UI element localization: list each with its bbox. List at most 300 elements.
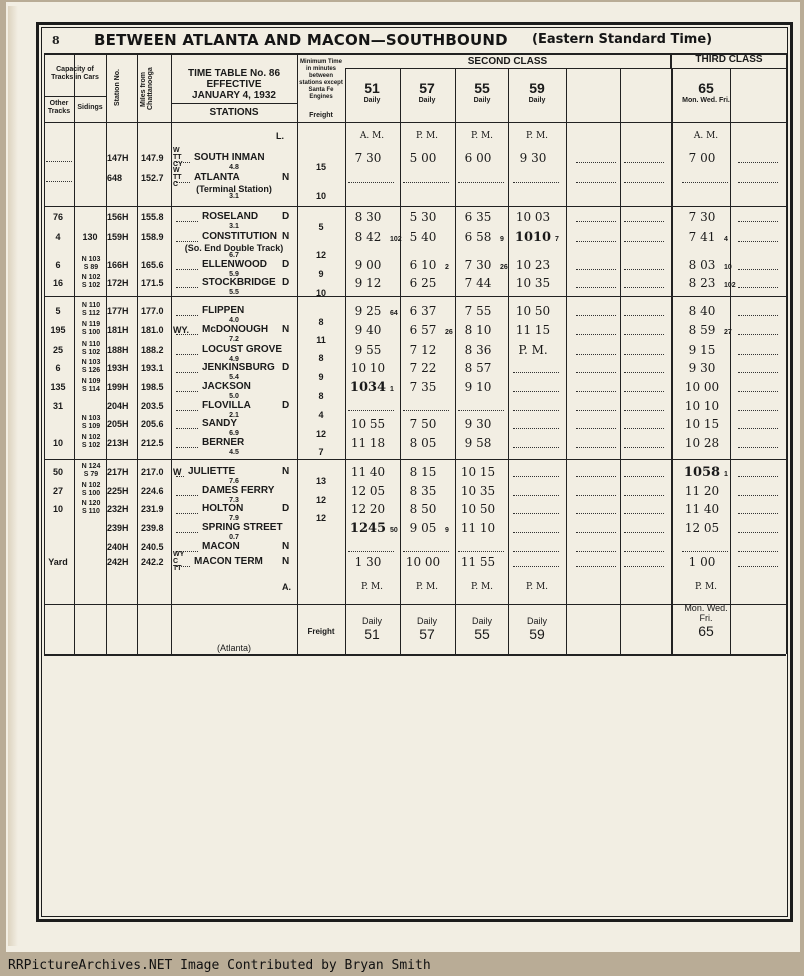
station-leader-dots (176, 221, 198, 222)
third-class-header: THIRD CLASS (695, 54, 763, 65)
station-leader-dots (176, 182, 190, 183)
mileage: 193.1 (141, 363, 164, 373)
train-time: 6 57 (409, 323, 437, 337)
second-class-header: SECOND CLASS (467, 56, 548, 67)
train-time: 6 37 (409, 304, 437, 318)
distance-to-next: 4.5 (229, 449, 239, 456)
station-name: ROSELAND (202, 211, 259, 222)
footer-train-days: Daily (416, 616, 437, 626)
other-tracks-cell: 10 (52, 438, 63, 448)
train-time: 10 03 (515, 210, 551, 224)
station-number: 240H (107, 542, 129, 552)
empty-col-dots (624, 551, 664, 552)
empty-col-dots (624, 476, 664, 477)
column-rule (171, 53, 172, 654)
empty-col-dots (624, 241, 664, 242)
page-title: BETWEEN ATLANTA AND MACON—SOUTHBOUND (94, 31, 508, 49)
meet-time: 50 (390, 527, 398, 534)
station-code: N (282, 541, 290, 552)
station-leader-dots (176, 241, 198, 242)
time-leader-dots (458, 551, 504, 552)
station-prefix: W (173, 467, 182, 477)
train-time: 7 30 (688, 210, 716, 224)
station-leader-dots (176, 372, 198, 373)
time-leader-dots (513, 566, 559, 567)
station-prefix: W (173, 147, 180, 154)
other-tracks-cell: 135 (50, 382, 66, 392)
sidings-cell-south: S 100 (81, 490, 101, 497)
station-name: ATLANTA (194, 172, 240, 183)
empty-col-dots (738, 476, 778, 477)
station-number: 242H (107, 557, 129, 567)
sidings-cell: 130 (82, 232, 98, 242)
mileage: 171.5 (141, 278, 164, 288)
train-time: 10 35 (515, 276, 551, 290)
train-time: 10 00 (405, 555, 441, 569)
train-time: 7 35 (409, 380, 437, 394)
footer-train-days: Mon. Wed. Fri. (684, 603, 728, 623)
mileage: 158.9 (141, 232, 164, 242)
page-subtitle: (Eastern Standard Time) (532, 32, 713, 47)
column-rule (786, 53, 787, 654)
sidings-cell-south: S 110 (82, 508, 100, 515)
empty-col-dots (738, 334, 778, 335)
other-tracks-cell: 195 (50, 325, 66, 335)
time-leader-dots (403, 410, 449, 411)
station-number: 232H (107, 504, 129, 514)
minimum-run-time: 10 (315, 191, 326, 201)
sidings-cell-south: S 114 (82, 386, 100, 393)
mileage: 147.9 (141, 153, 164, 163)
mileage: 152.7 (141, 173, 164, 183)
sidings-cell-north: N 110 (81, 302, 101, 309)
minimum-run-time: 10 (315, 288, 326, 298)
station-name: FLIPPEN (202, 305, 245, 316)
sidings-cell-south: S 126 (81, 367, 101, 374)
time-leader-dots (513, 513, 559, 514)
station-name: CONSTITUTION (202, 231, 277, 242)
empty-col-dots (576, 495, 616, 496)
minimum-run-time: 12 (315, 250, 326, 260)
other-tracks-cell: 6 (55, 363, 61, 373)
other-tracks-cell: 25 (52, 345, 63, 355)
distance-to-next: 3.1 (229, 223, 239, 230)
sidings-cell-north: N 103 (81, 359, 101, 366)
station-number: 204H (107, 401, 129, 411)
station-code: N (282, 466, 290, 477)
train-time: 8 03 (688, 258, 716, 272)
meet-time: 10 (724, 264, 732, 271)
train-time: 1 30 (354, 555, 382, 569)
meet-time: 1 (390, 386, 394, 393)
train-time: 7 00 (688, 151, 716, 165)
empty-col-dots (624, 269, 664, 270)
ampm-marker-top: L. (276, 131, 284, 141)
minimum-run-time: 8 (318, 353, 324, 363)
sidings-cell-south: S 102 (81, 282, 101, 289)
station-leader-dots (176, 447, 198, 448)
distance-to-next: 5.5 (229, 289, 239, 296)
time-leader-dots (513, 551, 559, 552)
footer-train-number: 51 (364, 626, 380, 642)
ampm-bottom: P. M. (415, 582, 439, 592)
minimum-run-time: 9 (318, 269, 324, 279)
credit-bar (0, 952, 804, 976)
distance-to-next: 5.4 (229, 374, 239, 381)
train-number-header: 59 (529, 80, 545, 96)
empty-col-dots (738, 221, 778, 222)
train-time: 8 35 (409, 484, 437, 498)
sidings-cell-south: S 79 (83, 471, 99, 478)
sidings-cell-north: N 120 (81, 500, 101, 507)
sidings-cell-north: N 119 (81, 321, 101, 328)
time-leader-dots (348, 410, 394, 411)
mileage: 188.2 (141, 345, 164, 355)
time-leader-dots (513, 391, 559, 392)
station-number: 193H (107, 363, 129, 373)
mileage: 203.5 (141, 401, 164, 411)
train-time: 9 15 (688, 343, 716, 357)
section-rule (44, 296, 786, 297)
station-name: MACON TERM (194, 556, 263, 567)
class-divider-rule (671, 53, 672, 654)
sidings-header: Sidings (77, 104, 103, 111)
train-time: 7 30 (464, 258, 492, 272)
station-number: 156H (107, 212, 129, 222)
train-time: 7 22 (409, 361, 437, 375)
sidings-cell-north: N 110 (81, 341, 101, 348)
other-tracks-cell: 31 (52, 401, 63, 411)
mileage: 224.6 (141, 486, 164, 496)
train-time: 10 35 (460, 484, 496, 498)
footer-train-number: 59 (529, 626, 545, 642)
ampm-top: P. M. (415, 131, 439, 141)
station-number: 166H (107, 260, 129, 270)
station-leader-dots (176, 495, 198, 496)
meet-time: 4 (724, 236, 728, 243)
other-tracks-header: Other Tracks (47, 100, 71, 115)
page-binding-shadow (8, 6, 18, 946)
empty-col-dots (576, 221, 616, 222)
sidings-cell-north: N 102 (81, 482, 101, 489)
train-days-header: Daily (363, 97, 381, 104)
station-prefix: C (173, 558, 179, 565)
train-time: 11 20 (684, 484, 720, 498)
sidings-cell-north: N 109 (81, 378, 101, 385)
empty-col-dots (738, 391, 778, 392)
empty-col-dots (738, 566, 778, 567)
train-time: 6 25 (409, 276, 437, 290)
station-prefix: W (173, 167, 180, 174)
station-name: BERNER (202, 437, 245, 448)
freight-header: Freight (309, 112, 333, 119)
station-number: 177H (107, 306, 129, 316)
mileage: 231.9 (141, 504, 164, 514)
ampm-bottom: P. M. (694, 582, 718, 592)
train-time: 9 10 (464, 380, 492, 394)
train-time: 1034 (349, 380, 387, 395)
train-time: 7 41 (688, 230, 716, 244)
station-code: D (282, 362, 290, 373)
header-bottom-rule (44, 122, 786, 123)
train-time: 9 30 (519, 151, 547, 165)
ampm-bottom: P. M. (525, 582, 549, 592)
train-time: 11 18 (350, 436, 386, 450)
train-time: 11 55 (460, 555, 496, 569)
empty-col-dots (576, 182, 616, 183)
other-tracks-cell: 5 (55, 306, 61, 316)
mileage: 198.5 (141, 382, 164, 392)
empty-col-dots (624, 287, 664, 288)
train-time: 1010 (514, 230, 552, 245)
station-name: SOUTH INMAN (194, 152, 265, 163)
station-name: JULIETTE (188, 466, 236, 477)
meet-time: 26 (445, 329, 453, 336)
station-code: N (282, 324, 290, 335)
sidings-cell-south: S 109 (81, 423, 101, 430)
station-name: LOCUST GROVE (202, 344, 283, 355)
column-rule (137, 53, 138, 654)
empty-col-dots (576, 391, 616, 392)
station-leader-dots (176, 162, 190, 163)
empty-col-dots (576, 372, 616, 373)
meet-time: 9 (445, 527, 449, 534)
station-code: D (282, 277, 290, 288)
mileage: 177.0 (141, 306, 164, 316)
train-time: 8 50 (409, 502, 437, 516)
distance-to-next: 7.6 (229, 478, 239, 485)
station-leader-dots (176, 513, 198, 514)
minimum-run-time: 11 (316, 335, 326, 345)
empty-col-dots (624, 495, 664, 496)
station-prefix: TT (173, 565, 182, 572)
other-tracks-cell: 10 (52, 504, 63, 514)
station-prefix: WY (173, 551, 185, 558)
station-name: HOLTON (202, 503, 244, 514)
other-tracks-cell: 6 (55, 260, 61, 270)
station-code: D (282, 211, 290, 222)
station-leader-dots (176, 334, 198, 335)
station-leader-dots (176, 269, 198, 270)
train-time: 11 40 (684, 502, 720, 516)
meet-time: 1 (724, 471, 728, 478)
ampm-marker-bottom: A. (282, 582, 291, 592)
time-leader-dots (348, 182, 394, 183)
ampm-top: A. M. (693, 131, 719, 141)
train-time: 12 05 (350, 484, 386, 498)
train-time: 8 42 (354, 230, 382, 244)
train-time: 5 00 (409, 151, 437, 165)
train-time: 7 50 (409, 417, 437, 431)
time-leader-dots (513, 410, 559, 411)
station-leader-dots (176, 476, 184, 477)
capacity-header-rule (44, 96, 106, 97)
station-name: MACON (202, 541, 240, 552)
station-leader-dots (176, 354, 198, 355)
footer-train-number: 65 (698, 623, 714, 639)
station-number: 217H (107, 467, 129, 477)
train-time: 11 15 (515, 323, 551, 337)
station-prefix: TT (173, 174, 182, 181)
train-time: 10 28 (684, 436, 720, 450)
minimum-run-time: 7 (318, 447, 324, 457)
minimum-run-time: 12 (315, 513, 326, 523)
empty-col-dots (576, 551, 616, 552)
other-tracks-cell: 4 (55, 232, 61, 242)
station-name: FLOVILLA (202, 400, 251, 411)
empty-col-dots (576, 447, 616, 448)
train-number-header: 55 (474, 80, 490, 96)
train-days-header: Daily (473, 97, 491, 104)
column-rule (730, 68, 731, 654)
empty-col-dots (624, 428, 664, 429)
station-subtitle: (So. End Double Track) (184, 243, 284, 253)
empty-col-dots (738, 428, 778, 429)
train-time: 8 59 (688, 323, 716, 337)
train-time: 12 20 (350, 502, 386, 516)
train-time: 8 23 (688, 276, 716, 290)
minimum-run-time: 4 (318, 410, 324, 420)
station-number: 648 (107, 173, 123, 183)
train-time: 6 10 (409, 258, 437, 272)
distance-to-next: 2.1 (229, 412, 239, 419)
empty-col-dots (738, 241, 778, 242)
miles-header: Miles from Chattanooga (140, 67, 154, 111)
credit-text: RRPictureArchives.NET Image Contributed by Bryan Smith (8, 958, 431, 973)
station-leader-dots (176, 532, 198, 533)
train-time: 8 10 (464, 323, 492, 337)
train-time: 8 15 (409, 465, 437, 479)
sidings-cell-north: N 103 (81, 415, 101, 422)
minimum-time-header: Minimum Time in minutes between stations except Santa Fe Engines (299, 59, 343, 100)
minimum-run-time: 9 (318, 372, 324, 382)
mileage: 181.0 (141, 325, 164, 335)
station-name: STOCKBRIDGE (202, 277, 276, 288)
mileage: 240.5 (141, 542, 164, 552)
station-number: 239H (107, 523, 129, 533)
empty-col-dots (624, 566, 664, 567)
meet-time: 102 (724, 282, 736, 289)
footer-train-number: 57 (419, 626, 435, 642)
train-time: 6 35 (464, 210, 492, 224)
minimum-run-time: 12 (315, 495, 326, 505)
capacity-header: Capacity of Tracks in Cars (51, 66, 99, 81)
station-prefix: CY (173, 161, 183, 168)
train-time: 10 10 (350, 361, 386, 375)
footer-train-days: Daily (526, 616, 547, 626)
ampm-top: P. M. (525, 131, 549, 141)
train-time: P. M. (518, 343, 548, 357)
time-leader-dots (513, 428, 559, 429)
station-prefix: C (173, 181, 179, 188)
time-leader-dots (682, 182, 728, 183)
other-tracks-cell: Yard (48, 557, 68, 567)
leader-dots (46, 161, 72, 162)
train-time: 9 58 (464, 436, 492, 450)
empty-col-dots (576, 428, 616, 429)
train-time: 7 12 (409, 343, 437, 357)
time-leader-dots (513, 495, 559, 496)
train-time: 9 12 (354, 276, 382, 290)
train-time: 8 57 (464, 361, 492, 375)
mileage: 205.6 (141, 419, 164, 429)
empty-col-dots (576, 532, 616, 533)
train-time: 10 50 (460, 502, 496, 516)
mileage: 242.2 (141, 557, 164, 567)
station-leader-dots (176, 428, 198, 429)
train-time: 9 30 (464, 417, 492, 431)
time-leader-dots (682, 551, 728, 552)
empty-col-dots (738, 162, 778, 163)
train-time: 11 10 (460, 521, 496, 535)
sidings-cell-south: S 102 (81, 349, 101, 356)
timetable-header-rule (171, 103, 297, 104)
station-name: SPRING STREET (202, 522, 283, 533)
empty-col-dots (624, 372, 664, 373)
station-number: 188H (107, 345, 129, 355)
station-no-header: Station No. (114, 69, 121, 107)
train-number-header: 51 (364, 80, 380, 96)
train-time: 8 36 (464, 343, 492, 357)
mileage: 155.8 (141, 212, 164, 222)
minimum-run-time: 15 (315, 162, 326, 172)
station-number: 159H (107, 232, 129, 242)
empty-col-dots (576, 315, 616, 316)
distance-to-next: 7.3 (229, 497, 239, 504)
station-name: SANDY (202, 418, 238, 429)
station-subtitle: (Terminal Station) (196, 184, 272, 194)
time-leader-dots (513, 447, 559, 448)
train-time: 5 30 (409, 210, 437, 224)
empty-col-dots (738, 269, 778, 270)
station-code: N (282, 556, 290, 567)
time-leader-dots (513, 532, 559, 533)
sidings-cell-north: N 124 (81, 463, 101, 470)
distance-to-next: 7.9 (229, 515, 239, 522)
mileage: 239.8 (141, 523, 164, 533)
distance-to-next: 5.0 (229, 393, 239, 400)
station-prefix: WY. (173, 325, 190, 335)
column-rule (672, 68, 673, 654)
page-number: 8 (52, 34, 60, 47)
train-time: 11 40 (350, 465, 386, 479)
distance-to-next: 4.0 (229, 317, 239, 324)
footer-train-days: Daily (361, 616, 382, 626)
footer-train-days: Daily (471, 616, 492, 626)
empty-col-dots (576, 566, 616, 567)
column-rule (566, 68, 567, 654)
section-rule (44, 459, 786, 460)
meet-time: 64 (390, 310, 398, 317)
empty-col-dots (576, 410, 616, 411)
station-prefix: TT (173, 154, 182, 161)
station-number: 213H (107, 438, 129, 448)
sidings-cell-south: S 102 (81, 442, 101, 449)
train-time: 8 40 (688, 304, 716, 318)
meet-time: 2 (445, 264, 449, 271)
footer-train-number: 55 (474, 626, 490, 642)
train-days-header: Daily (418, 97, 436, 104)
train-time: 12 05 (684, 521, 720, 535)
train-days-header: Daily (528, 97, 546, 104)
sidings-cell-south: S 112 (82, 310, 100, 317)
station-code: N (282, 231, 290, 242)
other-tracks-cell: 27 (52, 486, 63, 496)
distance-to-next: 0.7 (229, 534, 239, 541)
column-rule (74, 96, 75, 654)
station-number: 199H (107, 382, 129, 392)
train-time: 10 15 (684, 417, 720, 431)
